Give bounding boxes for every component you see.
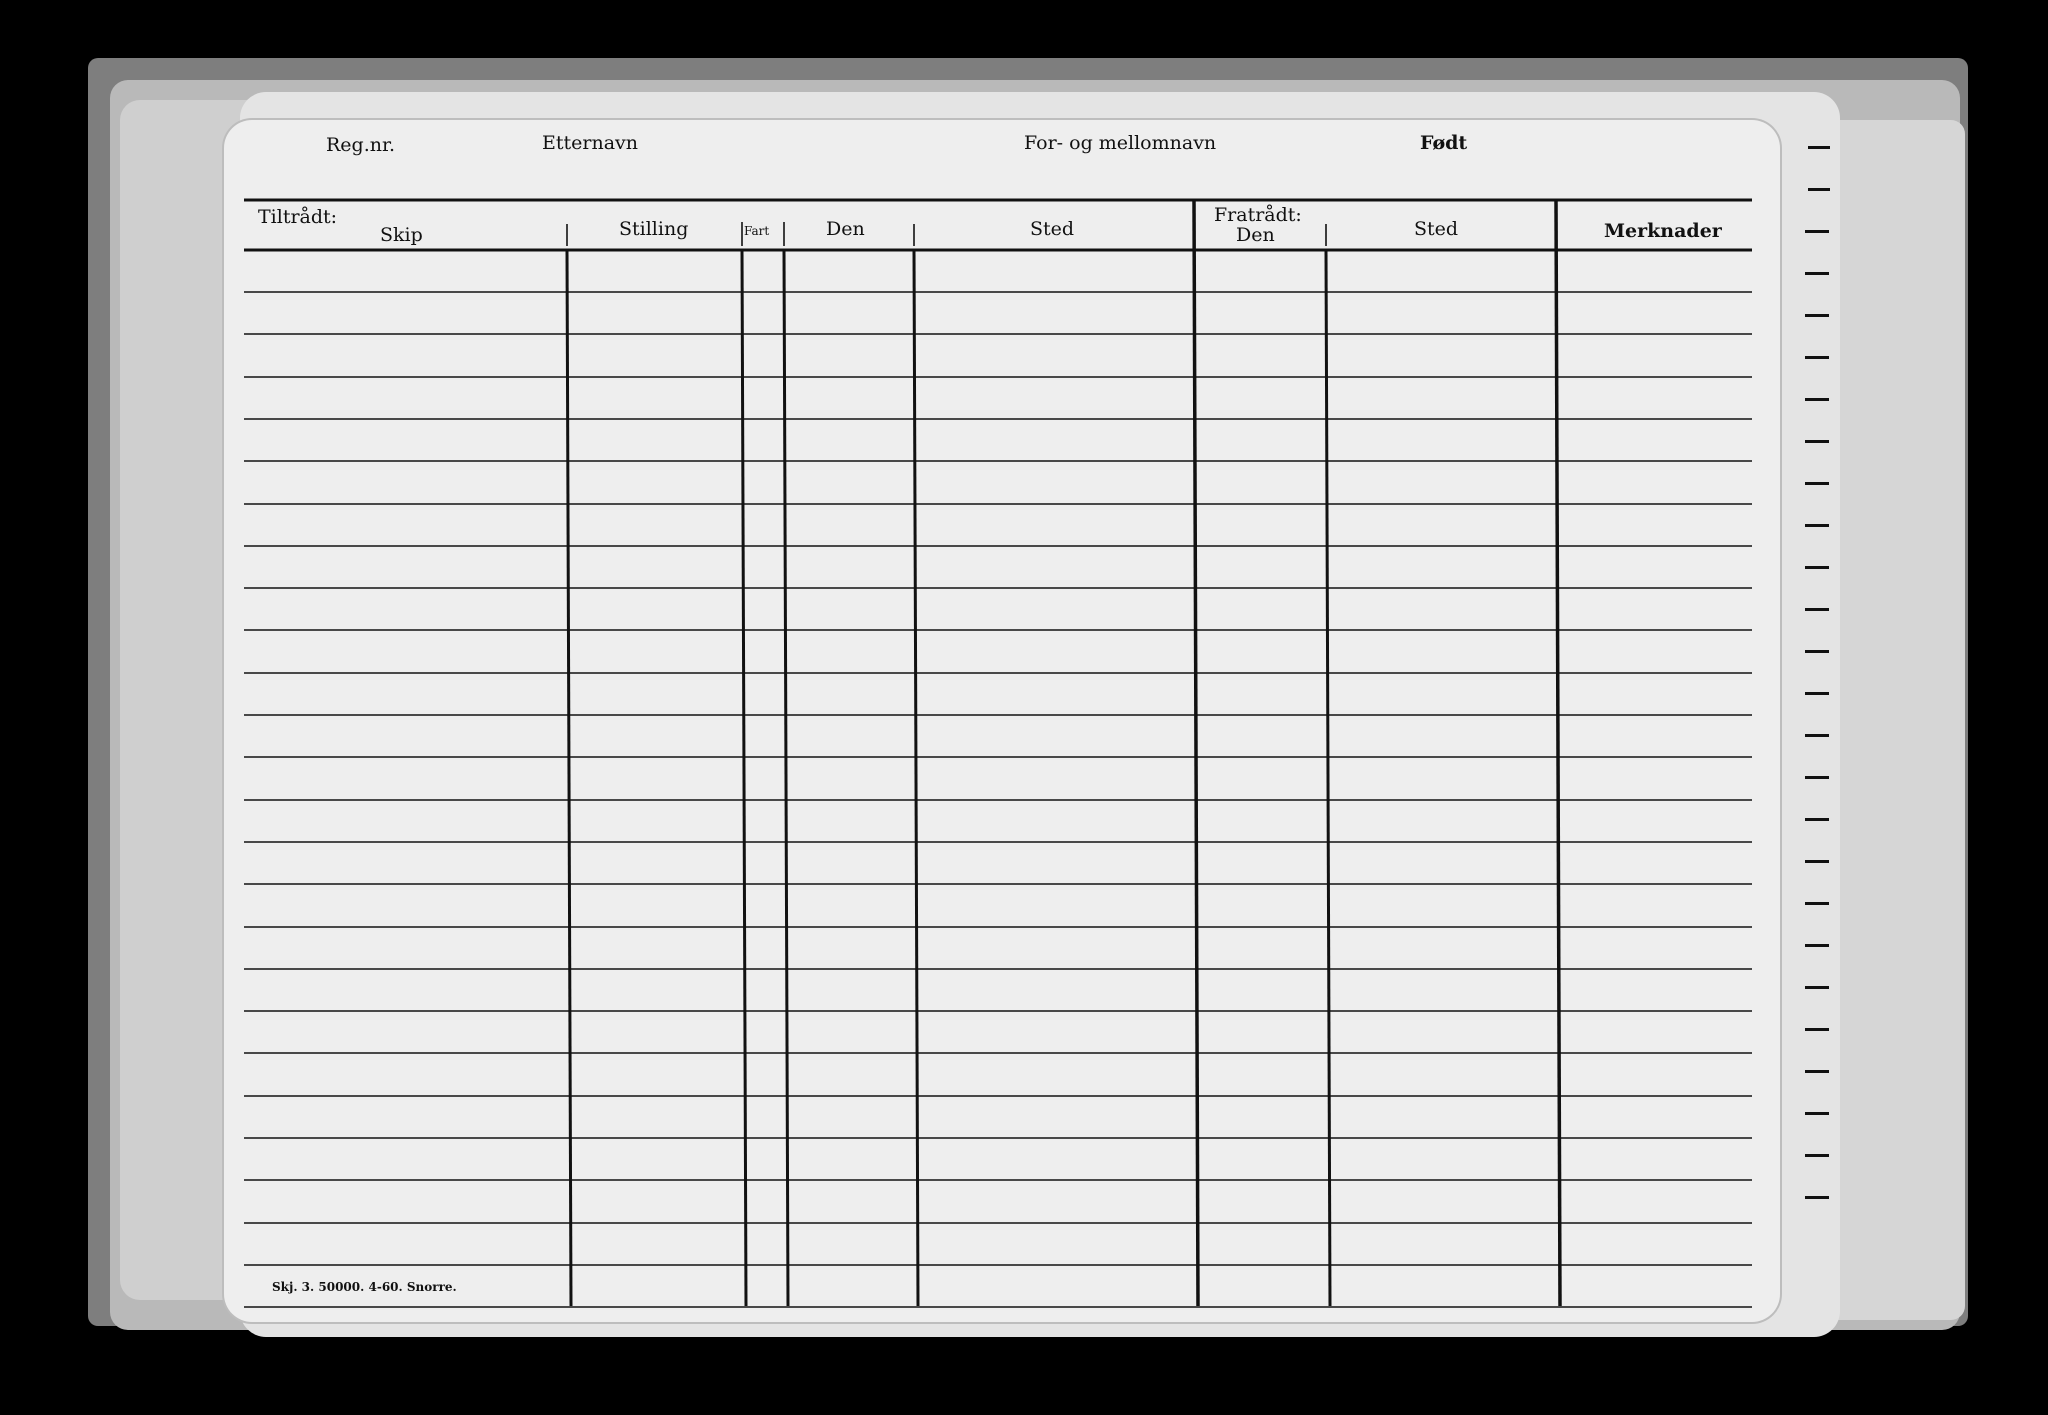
tiltradt-label: Tiltrådt: [258,206,338,228]
edge-tick [1805,566,1829,569]
edge-tick [1805,314,1829,317]
edge-tick [1808,146,1830,149]
divider-tiltradt-fratradt [1194,200,1198,1306]
fratradt-label: Fratrådt: [1214,204,1302,226]
edge-tick [1805,1028,1829,1031]
edge-tick [1805,1112,1829,1115]
header-fodt: Født [1420,132,1468,154]
edge-tick [1805,398,1829,401]
header-fornavn: For- og mellomnavn [1024,132,1217,154]
header-etternavn: Etternavn [542,132,639,154]
edge-tick [1805,1196,1829,1199]
edge-tick [1805,356,1829,359]
column-sted: Sted [1030,218,1075,240]
divider-stilling-fart [742,250,746,1306]
divider-fart-den [784,250,788,1306]
edge-tick [1805,440,1829,443]
edge-tick [1805,650,1829,653]
edge-tick [1805,986,1829,989]
divider-den-sted [914,250,918,1306]
divider-skip-stilling [567,250,571,1306]
column-fart: Fart [744,224,770,238]
edge-tick [1805,818,1829,821]
column-stilling: Stilling [619,218,689,240]
form-footer: Skj. 3. 50000. 4-60. Snorre. [272,1280,457,1294]
edge-tick [1808,188,1830,191]
edge-tick [1805,776,1829,779]
edge-tick [1805,230,1829,233]
column-den: Den [826,218,865,240]
column-skip: Skip [380,224,423,246]
edge-tick [1805,1070,1829,1073]
column-fratradt-sted: Sted [1414,218,1459,240]
edge-tick [1805,608,1829,611]
column-fratradt-den: Den [1236,224,1275,246]
divider-sted-merknader [1556,200,1560,1306]
edge-tick [1805,482,1829,485]
edge-tick [1805,734,1829,737]
header-regnr: Reg.nr. [326,134,396,156]
column-merknader: Merknader [1604,220,1722,242]
edge-tick [1805,1154,1829,1157]
edge-tick [1805,944,1829,947]
edge-tick [1805,860,1829,863]
edge-tick [1805,692,1829,695]
edge-tick [1805,272,1829,275]
edge-tick [1805,524,1829,527]
divider-den-sted-fratradt [1326,250,1330,1306]
edge-tick [1805,902,1829,905]
